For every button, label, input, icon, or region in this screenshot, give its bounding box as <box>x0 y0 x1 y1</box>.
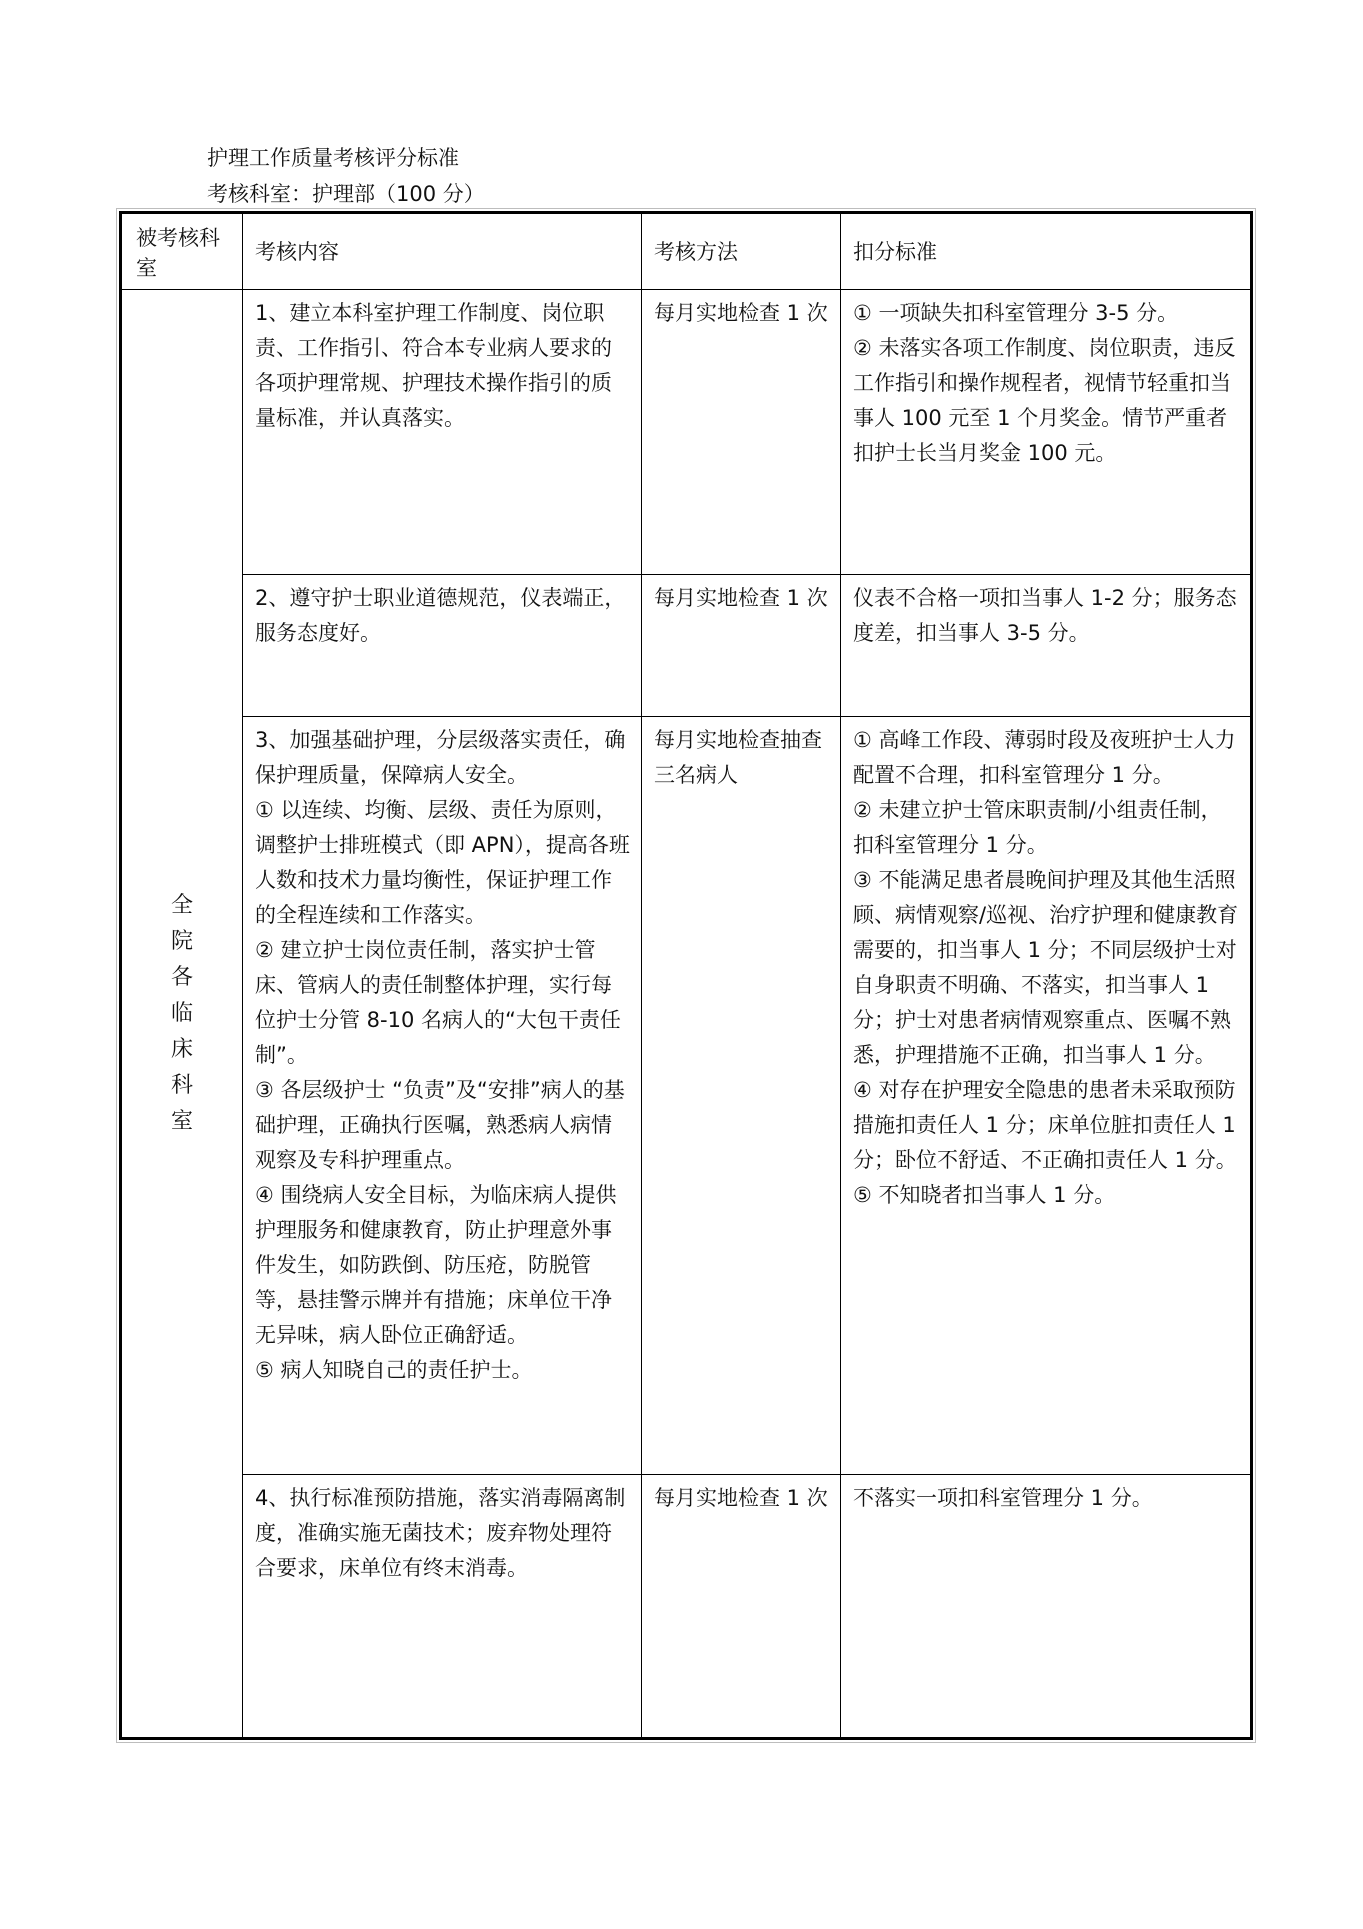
deduction-cell <box>841 290 1252 575</box>
document-subtitle: 考核科室：护理部（100 分） <box>207 182 485 206</box>
content-line: 2、遵守护士职业道德规范，仪表端正，服务态度好。 <box>255 586 626 645</box>
method-cell: 每月实地检查 1 次 <box>642 1475 841 1739</box>
deduction-line: 不落实一项扣科室管理分 1 分。 <box>853 1486 1153 1510</box>
deduction-line: ① 高峰工作段、薄弱时段及夜班护士人力配置不合理，扣科室管理分 1 分。 <box>853 728 1236 787</box>
department-cell <box>121 290 243 1739</box>
method-cell: 每月实地检查 1 次 <box>642 575 841 717</box>
content-cell <box>243 1475 642 1739</box>
header-department: 被考核科室 <box>121 213 243 290</box>
table-row <box>121 717 1252 1475</box>
deduction-cell <box>841 575 1252 717</box>
content-line: 4、执行标准预防措施，落实消毒隔离制度，准确实施无菌技术；废弃物处理符合要求，床单位有终末消毒。 <box>255 1486 626 1580</box>
assessment-table <box>119 211 1253 1740</box>
content-line: 1、建立本科室护理工作制度、岗位职责、工作指引、符合本专业病人要求的各项护理常规、护理技术操作指引的质量标准，并认真落实。 <box>255 301 612 430</box>
header-content: 考核内容 <box>243 213 642 290</box>
method-cell: 每月实地检查 1 次 <box>642 290 841 575</box>
content-cell <box>243 575 642 717</box>
content-line: ④ 围绕病人安全目标，为临床病人提供护理服务和健康教育，防止护理意外事件发生，如防跌倒、防压疮，防脱管等，悬挂警示牌并有措施；床单位干净无异味，病人卧位正确舒适。 <box>255 1183 617 1347</box>
header-method: 考核方法 <box>642 213 841 290</box>
department-name: 全院各临床科室 <box>170 892 193 1134</box>
header-deduction: 扣分标准 <box>841 213 1252 290</box>
table-row <box>121 290 1252 575</box>
deduction-line: 仪表不合格一项扣当事人 1-2 分；服务态度差，扣当事人 3-5 分。 <box>853 586 1237 645</box>
deduction-line: ② 未落实各项工作制度、岗位职责，违反工作指引和操作规程者，视情节轻重扣当事人 100 元至 1 个月奖金。情节严重者扣护士长当月奖金 100 元。 <box>853 336 1236 465</box>
deduction-cell <box>841 717 1252 1475</box>
content-line: ① 以连续、均衡、层级、责任为原则，调整护士排班模式（即 APN），提高各班人数和技术力量均衡性，保证护理工作的全程连续和工作落实。 <box>255 798 630 927</box>
deduction-line: ③ 不能满足患者晨晚间护理及其他生活照顾、病情观察/巡视、治疗护理和健康教育需要的，扣当事人 1 分；不同层级护士对自身职责不明确、不落实，扣当事人 1 分；护士对患者病情观察重点、医嘱不熟悉，护理措施不正确，扣当事人 1 分。 <box>853 868 1239 1067</box>
content-line: 3、加强基础护理，分层级落实责任，确保护理质量，保障病人安全。 <box>255 728 626 787</box>
table-header-row <box>121 213 1252 290</box>
content-line: ② 建立护士岗位责任制，落实护士管床、管病人的责任制整体护理，实行每位护士分管 8-10 名病人的“大包干责任制”。 <box>255 938 621 1067</box>
method-cell: 每月实地检查抽查三名病人 <box>642 717 841 1475</box>
deduction-cell <box>841 1475 1252 1739</box>
deduction-line: ⑤ 不知晓者扣当事人 1 分。 <box>853 1183 1116 1207</box>
table-row <box>121 1475 1252 1739</box>
deduction-line: ① 一项缺失扣科室管理分 3-5 分。 <box>853 301 1179 325</box>
content-cell <box>243 290 642 575</box>
content-line: ⑤ 病人知晓自己的责任护士。 <box>255 1358 533 1382</box>
deduction-line: ② 未建立护士管床职责制/小组责任制，扣科室管理分 1 分。 <box>853 798 1222 857</box>
table-row <box>121 575 1252 717</box>
content-line: ③ 各层级护士 “负责”及“安排”病人的基础护理，正确执行医嘱，熟悉病人病情观察及专科护理重点。 <box>255 1078 625 1172</box>
deduction-line: ④ 对存在护理安全隐患的患者未采取预防措施扣责任人 1 分；床单位脏扣责任人 1 分；卧位不舒适、不正确扣责任人 1 分。 <box>853 1078 1237 1172</box>
document-title: 护理工作质量考核评分标准 <box>207 146 459 170</box>
content-cell <box>243 717 642 1475</box>
